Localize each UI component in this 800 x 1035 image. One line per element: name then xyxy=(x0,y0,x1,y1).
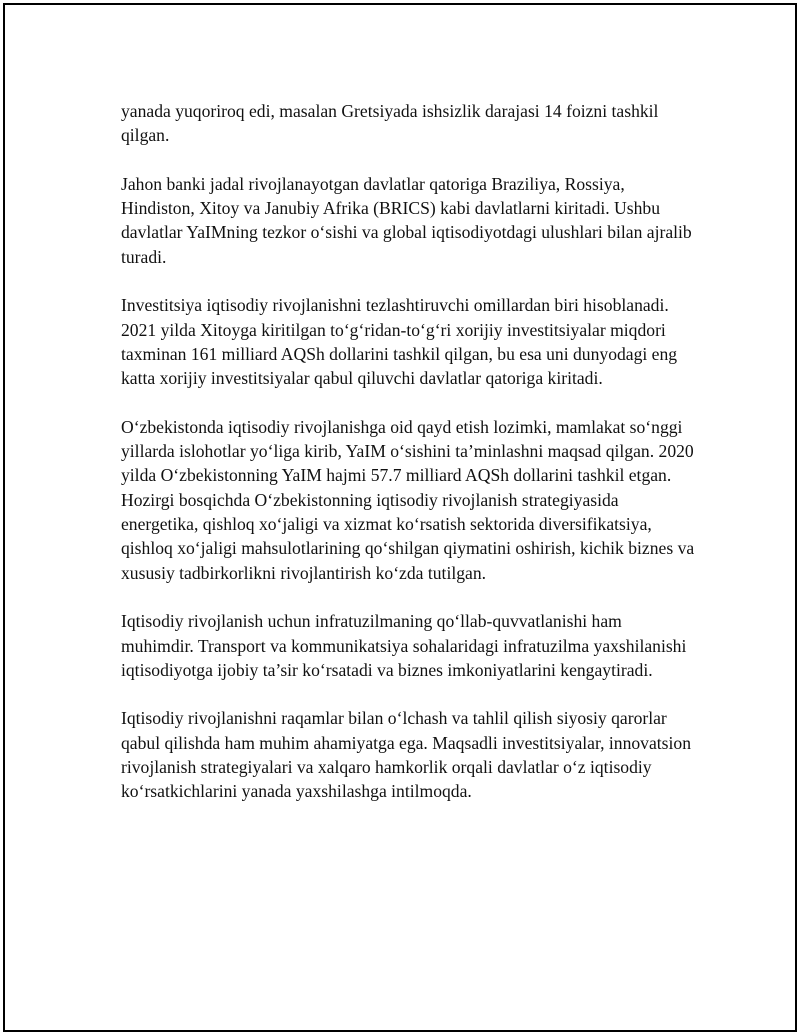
document-body xyxy=(121,99,696,828)
paragraph-investment: Investitsiya iqtisodiy rivojlanishni tezlashtiruvchi omillardan biri hisoblanadi. 2021 yilda Xitoyga kiritilgan to‘g‘ridan-to‘g‘ri xorijiy investitsiyalar miqdori taxminan 161 milliard AQSh dollarini tashkil qilgan, bu esa uni dunyodagi eng katta xorijiy investitsiyalar qabul qiluvchi davlatlar qatoriga kiritadi. xyxy=(121,295,678,389)
paragraph-measurement: Iqtisodiy rivojlanishni raqamlar bilan o‘lchash va tahlil qilish siyosiy qarorlar qabul qilishda ham muhim ahamiyatga ega. Maqsadli investitsiyalar, innovatsion rivojlanish strategiyalari va xalqaro hamkorlik orqali davlatlar o‘z iqtisodiy ko‘rsatkichlarini yanada yaxshilashga intilmoqda. xyxy=(121,708,692,802)
paragraph-infrastructure: Iqtisodiy rivojlanish uchun infratuzilmaning qo‘llab-quvvatlanishi ham muhimdir. Transport va kommunikatsiya sohalaridagi infratuzilma yaxshilanishi iqtisodiyotga ijobiy ta’sir ko‘rsatadi va biznes imkoniyatlarini kengaytiradi. xyxy=(121,611,687,680)
paragraph-uzbekistan: O‘zbekistonda iqtisodiy rivojlanishga oid qayd etish lozimki, mamlakat so‘nggi yillarda islohotlar yo‘liga kirib, YaIM o‘sishini ta’minlashni maqsad qilgan. 2020 yilda O‘zbekistonning YaIM hajmi 57.7 milliard AQSh dollarini tashkil etgan. Hozirgi bosqichda O‘zbekistonning iqtisodiy rivojlanish strategiyasida energetika, qishloq xo‘jaligi va xizmat ko‘rsatish sektorida diversifikatsiya, qishloq xo‘jaligi mahsulotlarining qo‘shilgan qiymatini oshirish, kichik biznes va xususiy tadbirkorlikni rivojlantirish ko‘zda tutilgan. xyxy=(121,416,695,583)
paragraph-brics: Jahon banki jadal rivojlanayotgan davlatlar qatoriga Braziliya, Rossiya, Hindiston, Xitoy va Janubiy Afrika (BRICS) kabi davlatlarni kiritadi. Ushbu davlatlar YaIMning tezkor o‘sishi va global iqtisodiyotdagi ulushlari bilan ajralib turadi. xyxy=(121,173,692,267)
paragraph-unemployment: yanada yuqoriroq edi, masalan Gretsiyada ishsizlik darajasi 14 foizni tashkil qilgan. xyxy=(121,101,659,146)
page-frame xyxy=(3,3,797,1032)
